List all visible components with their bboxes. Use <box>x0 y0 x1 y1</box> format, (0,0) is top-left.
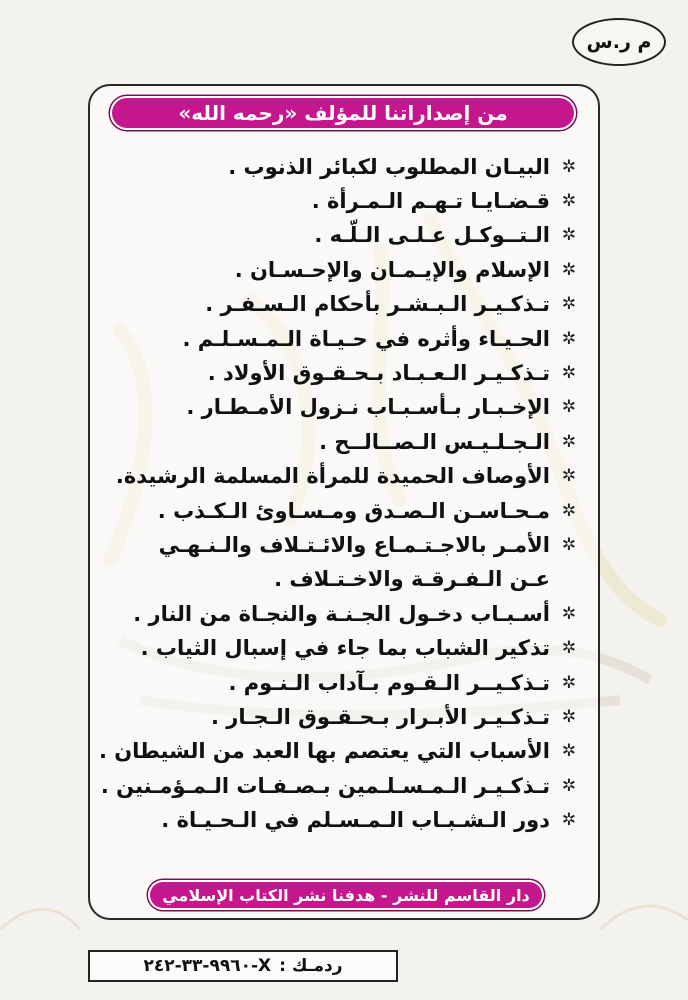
star-bullet-icon: ✲ <box>561 363 577 384</box>
isbn-box <box>88 950 398 982</box>
star-bullet-icon: ✲ <box>561 328 577 349</box>
book-item <box>105 494 580 528</box>
book-title: تـذكـيـر الأبـرار بـحـقـوق الـجـار . <box>210 704 550 729</box>
star-bullet-icon: ✲ <box>561 638 577 659</box>
book-title: عـن الـفـرقـة والاخـتـلاف . <box>274 567 550 592</box>
star-bullet-icon: ✲ <box>561 672 577 693</box>
star-bullet-icon: ✲ <box>561 534 577 555</box>
page-title: من إصداراتنا للمؤلف «رحمه الله» <box>178 101 508 125</box>
star-bullet-icon: ✲ <box>561 741 577 762</box>
book-title: الأسباب التي يعتصم بها العبد من الشيطان . <box>98 739 550 764</box>
star-bullet-icon: ✲ <box>561 466 577 487</box>
book-item <box>105 150 580 184</box>
publisher-text: دار القاسم للنشر - هدفنا نشر الكتاب الإسلامي <box>162 885 530 905</box>
book-title: دور الـشـبـاب الـمـسـلم في الـحـيـاة . <box>161 808 550 833</box>
title-banner <box>110 96 576 130</box>
book-title: قـضـايـا تـهـم الـمـرأة . <box>311 189 550 214</box>
book-title: تـذكـيـر الـعـبـاد بـحـقـوق الأولاد . <box>207 361 550 386</box>
book-title: تـذكـيـر الـمـسـلـمين بـصـفـات الـمـؤمـنين . <box>100 773 550 798</box>
book-item <box>105 528 580 562</box>
book-item <box>105 631 580 665</box>
book-item <box>105 803 580 837</box>
star-bullet-icon: ✲ <box>561 775 577 796</box>
book-item <box>105 391 580 425</box>
book-title: الـتــوكـل عـلـى الـلّـه . <box>314 223 550 248</box>
book-item <box>105 322 580 356</box>
star-bullet-icon: ✲ <box>561 156 577 177</box>
corner-mark-text: م ر.س <box>586 31 652 53</box>
book-title: الأوصاف الحميدة للمرأة المسلمة الرشيدة. <box>115 464 550 489</box>
star-bullet-icon: ✲ <box>561 810 577 831</box>
star-bullet-icon: ✲ <box>561 397 577 418</box>
book-title: الأمـر بالاجـتـمـاع والائـتـلاف والـنـهـي <box>158 532 550 557</box>
star-bullet-icon: ✲ <box>561 259 577 280</box>
book-item <box>105 253 580 287</box>
star-bullet-icon: ✲ <box>561 431 577 452</box>
publisher-banner <box>148 880 544 910</box>
book-item <box>105 425 580 459</box>
book-item <box>105 356 580 390</box>
star-bullet-icon: ✲ <box>561 500 577 521</box>
book-list <box>98 150 580 838</box>
book-title: تـذكـيــر الـقـوم بـآداب الـنـوم . <box>228 670 550 695</box>
book-title: تـذكـيـر الـبـشـر بأحكام الـسـفـر . <box>205 292 550 317</box>
book-item <box>105 700 580 734</box>
book-item <box>105 184 580 218</box>
book-item <box>105 288 580 322</box>
book-title: الإخـبـار بـأسـبـاب نـزول الأمـطـار . <box>186 395 550 420</box>
star-bullet-icon: ✲ <box>561 191 577 212</box>
book-item <box>105 460 580 494</box>
star-bullet-icon: ✲ <box>561 225 577 246</box>
corner-mark <box>572 18 666 66</box>
star-bullet-icon: ✲ <box>561 603 577 624</box>
book-title: تذكير الشباب بما جاء في إسبال الثياب . <box>140 636 550 661</box>
star-bullet-icon: ✲ <box>561 294 577 315</box>
book-title: أسـبـاب دخـول الجـنـة والنجـاة من النار . <box>133 601 550 626</box>
book-title: الـجـلـيـس الـصــالــح . <box>319 429 550 454</box>
star-bullet-icon: ✲ <box>561 706 577 727</box>
isbn-number: ٩٩٦٠-٣٣-٢٤٢-X <box>143 956 272 976</box>
book-item <box>105 666 580 700</box>
book-title: الإسلام والإيـمـان والإحـسـان . <box>234 257 550 282</box>
book-item <box>98 735 580 769</box>
book-item <box>105 219 580 253</box>
book-item <box>100 769 580 803</box>
book-title: الحـيـاء وأثره في حـيـاة الـمـسـلـم . <box>182 326 550 351</box>
book-item <box>105 597 580 631</box>
book-title: البيـان المطلوب لكبائر الذنوب . <box>228 154 550 179</box>
book-title: مـحـاسـن الـصـدق ومـسـاوئ الـكـذب . <box>157 498 550 523</box>
book-item <box>105 563 580 597</box>
isbn-label: ردمـك : <box>279 956 343 976</box>
